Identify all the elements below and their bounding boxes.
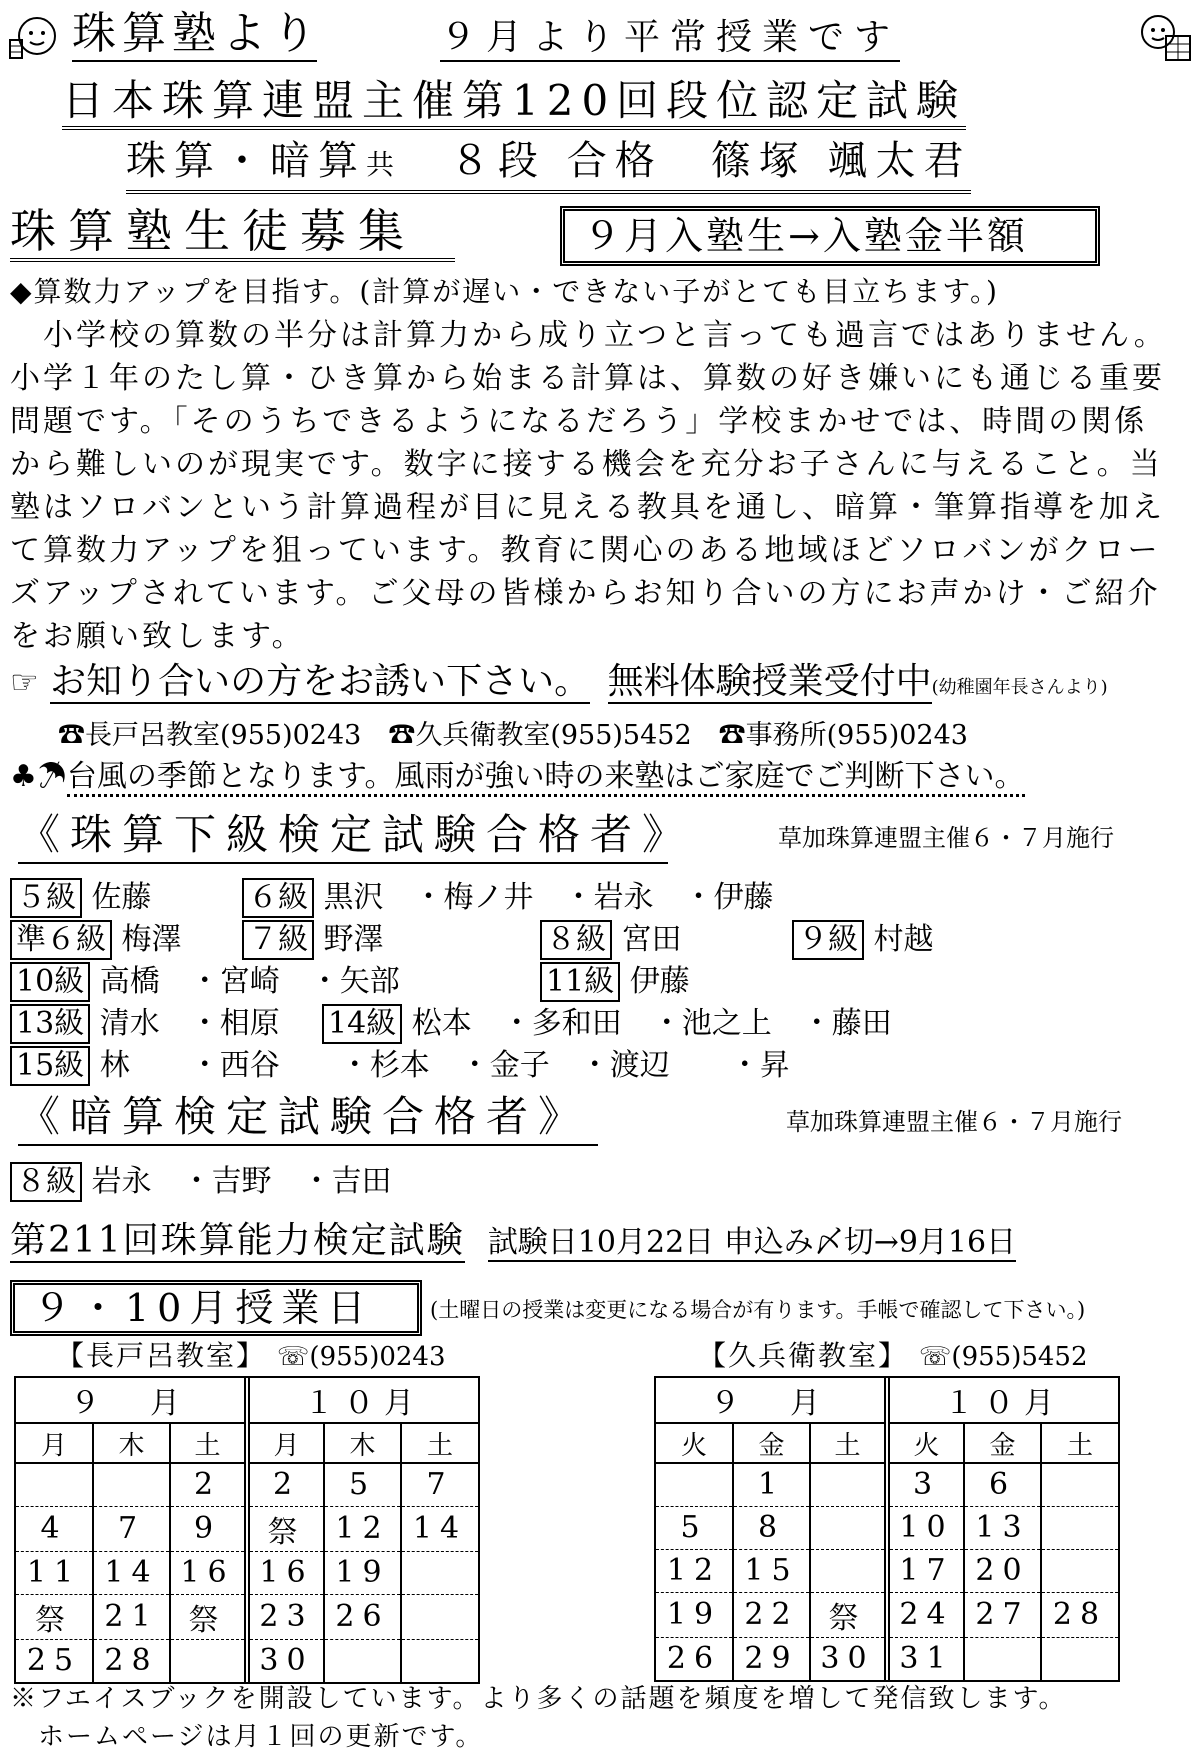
room-phone: ☏(955)0243	[276, 1342, 446, 1372]
right-room-label	[698, 1336, 1088, 1377]
calendar-cell: 28	[93, 1639, 170, 1682]
calendar-row	[16, 1506, 478, 1551]
calendar-row	[16, 1594, 478, 1639]
passer-names: 高橋 ・宮崎 ・矢部	[99, 964, 400, 999]
footer-notes	[10, 1680, 1066, 1756]
calendar-cell: 14	[401, 1506, 478, 1551]
calendar-cell: 祭	[170, 1594, 247, 1639]
calendar-row	[656, 1592, 1118, 1637]
calendar-cell: 19	[324, 1551, 401, 1594]
weekday-header: 木	[93, 1423, 170, 1463]
free-trial-note: (幼稚園年長さんより)	[931, 677, 1108, 698]
free-trial-text: 無料体験授業受付中	[607, 661, 932, 702]
calendar-cell: 祭	[247, 1506, 324, 1551]
calendar-cell: 30	[810, 1637, 887, 1680]
passer-names: 梅澤	[121, 922, 182, 957]
paragraph-line: から難しいのが現実です。数字に接する機会を充分お子さんに与えること。当	[10, 447, 1163, 482]
calendar-row	[16, 1639, 478, 1682]
grade-badge: ６級	[242, 878, 314, 918]
calendar-cell: 12	[656, 1549, 733, 1592]
calendar-cell: 16	[170, 1551, 247, 1594]
calendar-cell: 7	[93, 1506, 170, 1551]
passer-names: 岩永 ・吉野 ・吉田	[91, 1164, 392, 1199]
pointing-hand-icon: ☞	[10, 663, 39, 701]
calendar-cell: 10	[887, 1506, 964, 1549]
calendar-cell: 29	[733, 1637, 810, 1680]
calendar-cell: 5	[324, 1463, 401, 1506]
schedule-note: (土曜日の授業は変更になる場合が有ります。手帳で確認して下さい。)	[430, 1298, 1086, 1322]
calendar-cell: 22	[733, 1592, 810, 1637]
calendar-cell: 13	[964, 1506, 1041, 1549]
recruit-heading: ◆算数力アップを目指す。(計算が遅い・できない子がとても目立ちます。)	[10, 275, 999, 308]
grade-badge: ８級	[540, 920, 612, 960]
next-exam-name: 第211回珠算能力検定試験	[10, 1220, 465, 1261]
grade-badge: 13級	[10, 1004, 90, 1044]
calendar-cell: 1	[733, 1463, 810, 1506]
calendar-cell	[810, 1506, 887, 1549]
calendar-cell: 24	[887, 1592, 964, 1637]
abacus-pass-sponsor: 草加珠算連盟主催６・７月施行	[778, 824, 1114, 852]
weekday-header: 月	[16, 1423, 93, 1463]
calendar-cell	[1041, 1463, 1118, 1506]
paragraph-line: 小学校の算数の半分は計算力から成り立つと言っても過言ではありません。	[10, 318, 1167, 353]
weekday-header: 月	[247, 1423, 324, 1463]
calendar-cell: 30	[247, 1639, 324, 1682]
passer-names: 野澤	[323, 922, 384, 957]
paragraph-line: 塾はソロバンという計算過程が目に見える教具を通し、暗算・筆算指導を加え	[10, 490, 1165, 525]
calendar-row	[16, 1551, 478, 1594]
calendar-cell: 26	[666, 1641, 722, 1677]
grade-badge: 15級	[10, 1046, 90, 1086]
weekday-header: 土	[170, 1423, 247, 1463]
weekday-header: 土	[810, 1423, 887, 1463]
calendar-row	[16, 1463, 478, 1506]
club-umbrella-icon: ♣☂	[10, 759, 67, 794]
passer-names: 松本 ・多和田 ・池之上 ・藤田	[411, 1006, 892, 1041]
paragraph-line: 小学１年のたし算・ひき算から始まる計算は、算数の好き嫌いにも通じる重要	[10, 361, 1165, 396]
grade-badge: ７級	[242, 920, 314, 960]
calendar-cell: 14	[93, 1551, 170, 1594]
calendar-cell: 28	[1041, 1592, 1118, 1637]
weekday-header: 土	[1041, 1423, 1118, 1463]
calendar-cell: 祭	[810, 1592, 887, 1637]
passer-names: 清水 ・相原	[99, 1006, 280, 1041]
calendar-cell: 2	[247, 1463, 324, 1506]
calendar-row	[656, 1463, 1118, 1506]
calendar-cell: 27	[964, 1592, 1041, 1637]
calendar-cell: 5	[656, 1506, 733, 1549]
abacus-pass-title: 《珠算下級検定試験合格者》	[18, 808, 668, 864]
calendar-cell: 8	[733, 1506, 810, 1549]
grade-badge: 準６級	[10, 920, 112, 960]
schedule-title: ９・10月授業日	[10, 1280, 422, 1336]
weekday-header: 金	[733, 1423, 810, 1463]
calendar-row	[656, 1506, 1118, 1549]
paragraph-line: をお願い致します。	[10, 619, 305, 654]
abacus-kid-left-icon	[8, 10, 66, 66]
recruit-title: 珠算塾生徒募集	[10, 204, 455, 262]
grade-badge: 14級	[322, 1004, 402, 1044]
calendar-cell: 15	[733, 1549, 810, 1592]
weekday-header: 火	[887, 1423, 964, 1463]
typhoon-text: 台風の季節となります。風雨が強い時の来塾はご家庭でご判断下さい。	[67, 759, 1025, 797]
weekday-header: 金	[964, 1423, 1041, 1463]
invite-text: お知り合いの方をお誘い下さい。	[50, 661, 591, 702]
passer-names: 村越	[873, 922, 934, 957]
page-title: 珠算塾より	[72, 8, 317, 62]
calendar-cell	[16, 1463, 93, 1506]
calendar-cell	[324, 1639, 401, 1682]
room-phone: ☏(955)5452	[918, 1342, 1088, 1372]
month-header: ９ 月	[16, 1378, 247, 1423]
calendar-cell: 21	[93, 1594, 170, 1639]
room-name: 【久兵衛教室】	[698, 1339, 909, 1372]
calendar-cell	[401, 1639, 478, 1682]
schedule-notice: ９月より平常授業です	[440, 16, 900, 62]
footer-line: ※フエイスブックを開設しています。より多くの話題を頻度を増して発信致します。	[10, 1684, 1067, 1714]
paragraph-line: ズアップされています。ご父母の皆様からお知り合いの方にお声かけ・ご紹介	[10, 576, 1161, 611]
paragraph-line: 問題です。「そのうちできるようになるだろう」学校まかせでは、時間の関係	[10, 404, 1148, 439]
footer-line: ホームページは月１回の更新です。	[10, 1722, 484, 1752]
calendar-cell	[810, 1463, 887, 1506]
recruit-paragraph	[10, 314, 1195, 658]
calendar-row	[656, 1549, 1118, 1592]
right-calendar	[654, 1376, 1120, 1682]
grade-badge: ５級	[10, 878, 82, 918]
calendar-cell	[401, 1594, 478, 1639]
calendar-cell: 23	[247, 1594, 324, 1639]
calendar-cell	[1041, 1637, 1118, 1680]
calendar-row	[656, 1637, 1118, 1680]
passer-names: 伊藤	[629, 964, 690, 999]
calendar-cell: 4	[16, 1506, 93, 1551]
weekday-header: 火	[656, 1423, 733, 1463]
paragraph-line: て算数力アップを狙っています。教育に関心のある地域ほどソロバンがクロー	[10, 533, 1161, 568]
grade-badge: 11級	[540, 962, 620, 1002]
left-room-label	[56, 1336, 446, 1377]
calendar-cell: 25	[26, 1643, 82, 1679]
month-header: １０月	[247, 1378, 478, 1423]
calendar-cell: 6	[964, 1463, 1041, 1506]
calendar-cell	[1041, 1549, 1118, 1592]
mental-pass-title: 《暗算検定試験合格者》	[18, 1090, 598, 1146]
mental-pass-sponsor: 草加珠算連盟主催６・７月施行	[786, 1108, 1122, 1136]
next-exam-dates: 試験日10月22日 申込み〆切→9月16日	[487, 1225, 1017, 1260]
typhoon-notice	[10, 756, 1025, 798]
calendar-cell: 31	[887, 1637, 964, 1680]
calendar-cell: 2	[170, 1463, 247, 1506]
calendar-cell: 3	[887, 1463, 964, 1506]
calendar-cell: 9	[170, 1506, 247, 1551]
room-name: 【長戸呂教室】	[56, 1339, 267, 1372]
grade-badge: ８級	[10, 1162, 82, 1202]
next-exam	[10, 1218, 1016, 1270]
result-subjects: 珠算・暗算	[126, 138, 366, 184]
calendar-cell	[170, 1639, 247, 1682]
calendar-cell	[1041, 1506, 1118, 1549]
month-header: ９ 月	[656, 1378, 887, 1423]
enrollment-badge: ９月入塾生→入塾金半額	[560, 206, 1100, 266]
exam-result	[126, 136, 971, 194]
calendar-cell: 祭	[16, 1594, 93, 1639]
exam-announcement: 日本珠算連盟主催第120回段位認定試験	[62, 76, 966, 130]
calendar-cell: 12	[324, 1506, 401, 1551]
calendar-cell: 17	[887, 1549, 964, 1592]
weekday-header: 土	[401, 1423, 478, 1463]
left-calendar	[14, 1376, 480, 1684]
month-header: １０月	[887, 1378, 1118, 1423]
weekday-header: 木	[324, 1423, 401, 1463]
calendar-cell: 19	[656, 1592, 733, 1637]
invite-line	[10, 658, 1108, 712]
calendar-cell	[656, 1463, 733, 1506]
calendar-cell: 20	[964, 1549, 1041, 1592]
result-both: 共	[366, 148, 403, 181]
calendar-cell	[964, 1637, 1041, 1680]
grade-badge: ９級	[792, 920, 864, 960]
abacus-kid-right-icon	[1132, 10, 1194, 70]
result-rank-name: ８段 合格 篠塚 颯太君	[450, 138, 972, 184]
phone-list: ☎長戸呂教室(955)0243 ☎久兵衛教室(955)5452 ☎事務所(955)0243	[58, 720, 968, 751]
calendar-cell	[401, 1551, 478, 1594]
calendar-cell: 26	[324, 1594, 401, 1639]
passer-names: 林 ・西谷 ・杉本 ・金子 ・渡辺 ・昇	[99, 1048, 790, 1083]
calendar-cell	[810, 1549, 887, 1592]
calendar-cell	[93, 1463, 170, 1506]
passer-names: 宮田	[621, 922, 682, 957]
calendar-cell: 7	[401, 1463, 478, 1506]
passer-names: 黒沢 ・梅ノ井 ・岩永 ・伊藤	[323, 880, 774, 915]
grade-badge: 10級	[10, 962, 90, 1002]
passer-names: 佐藤	[91, 880, 152, 915]
calendar-cell: 16	[247, 1551, 324, 1594]
calendar-cell: 11	[16, 1551, 93, 1594]
